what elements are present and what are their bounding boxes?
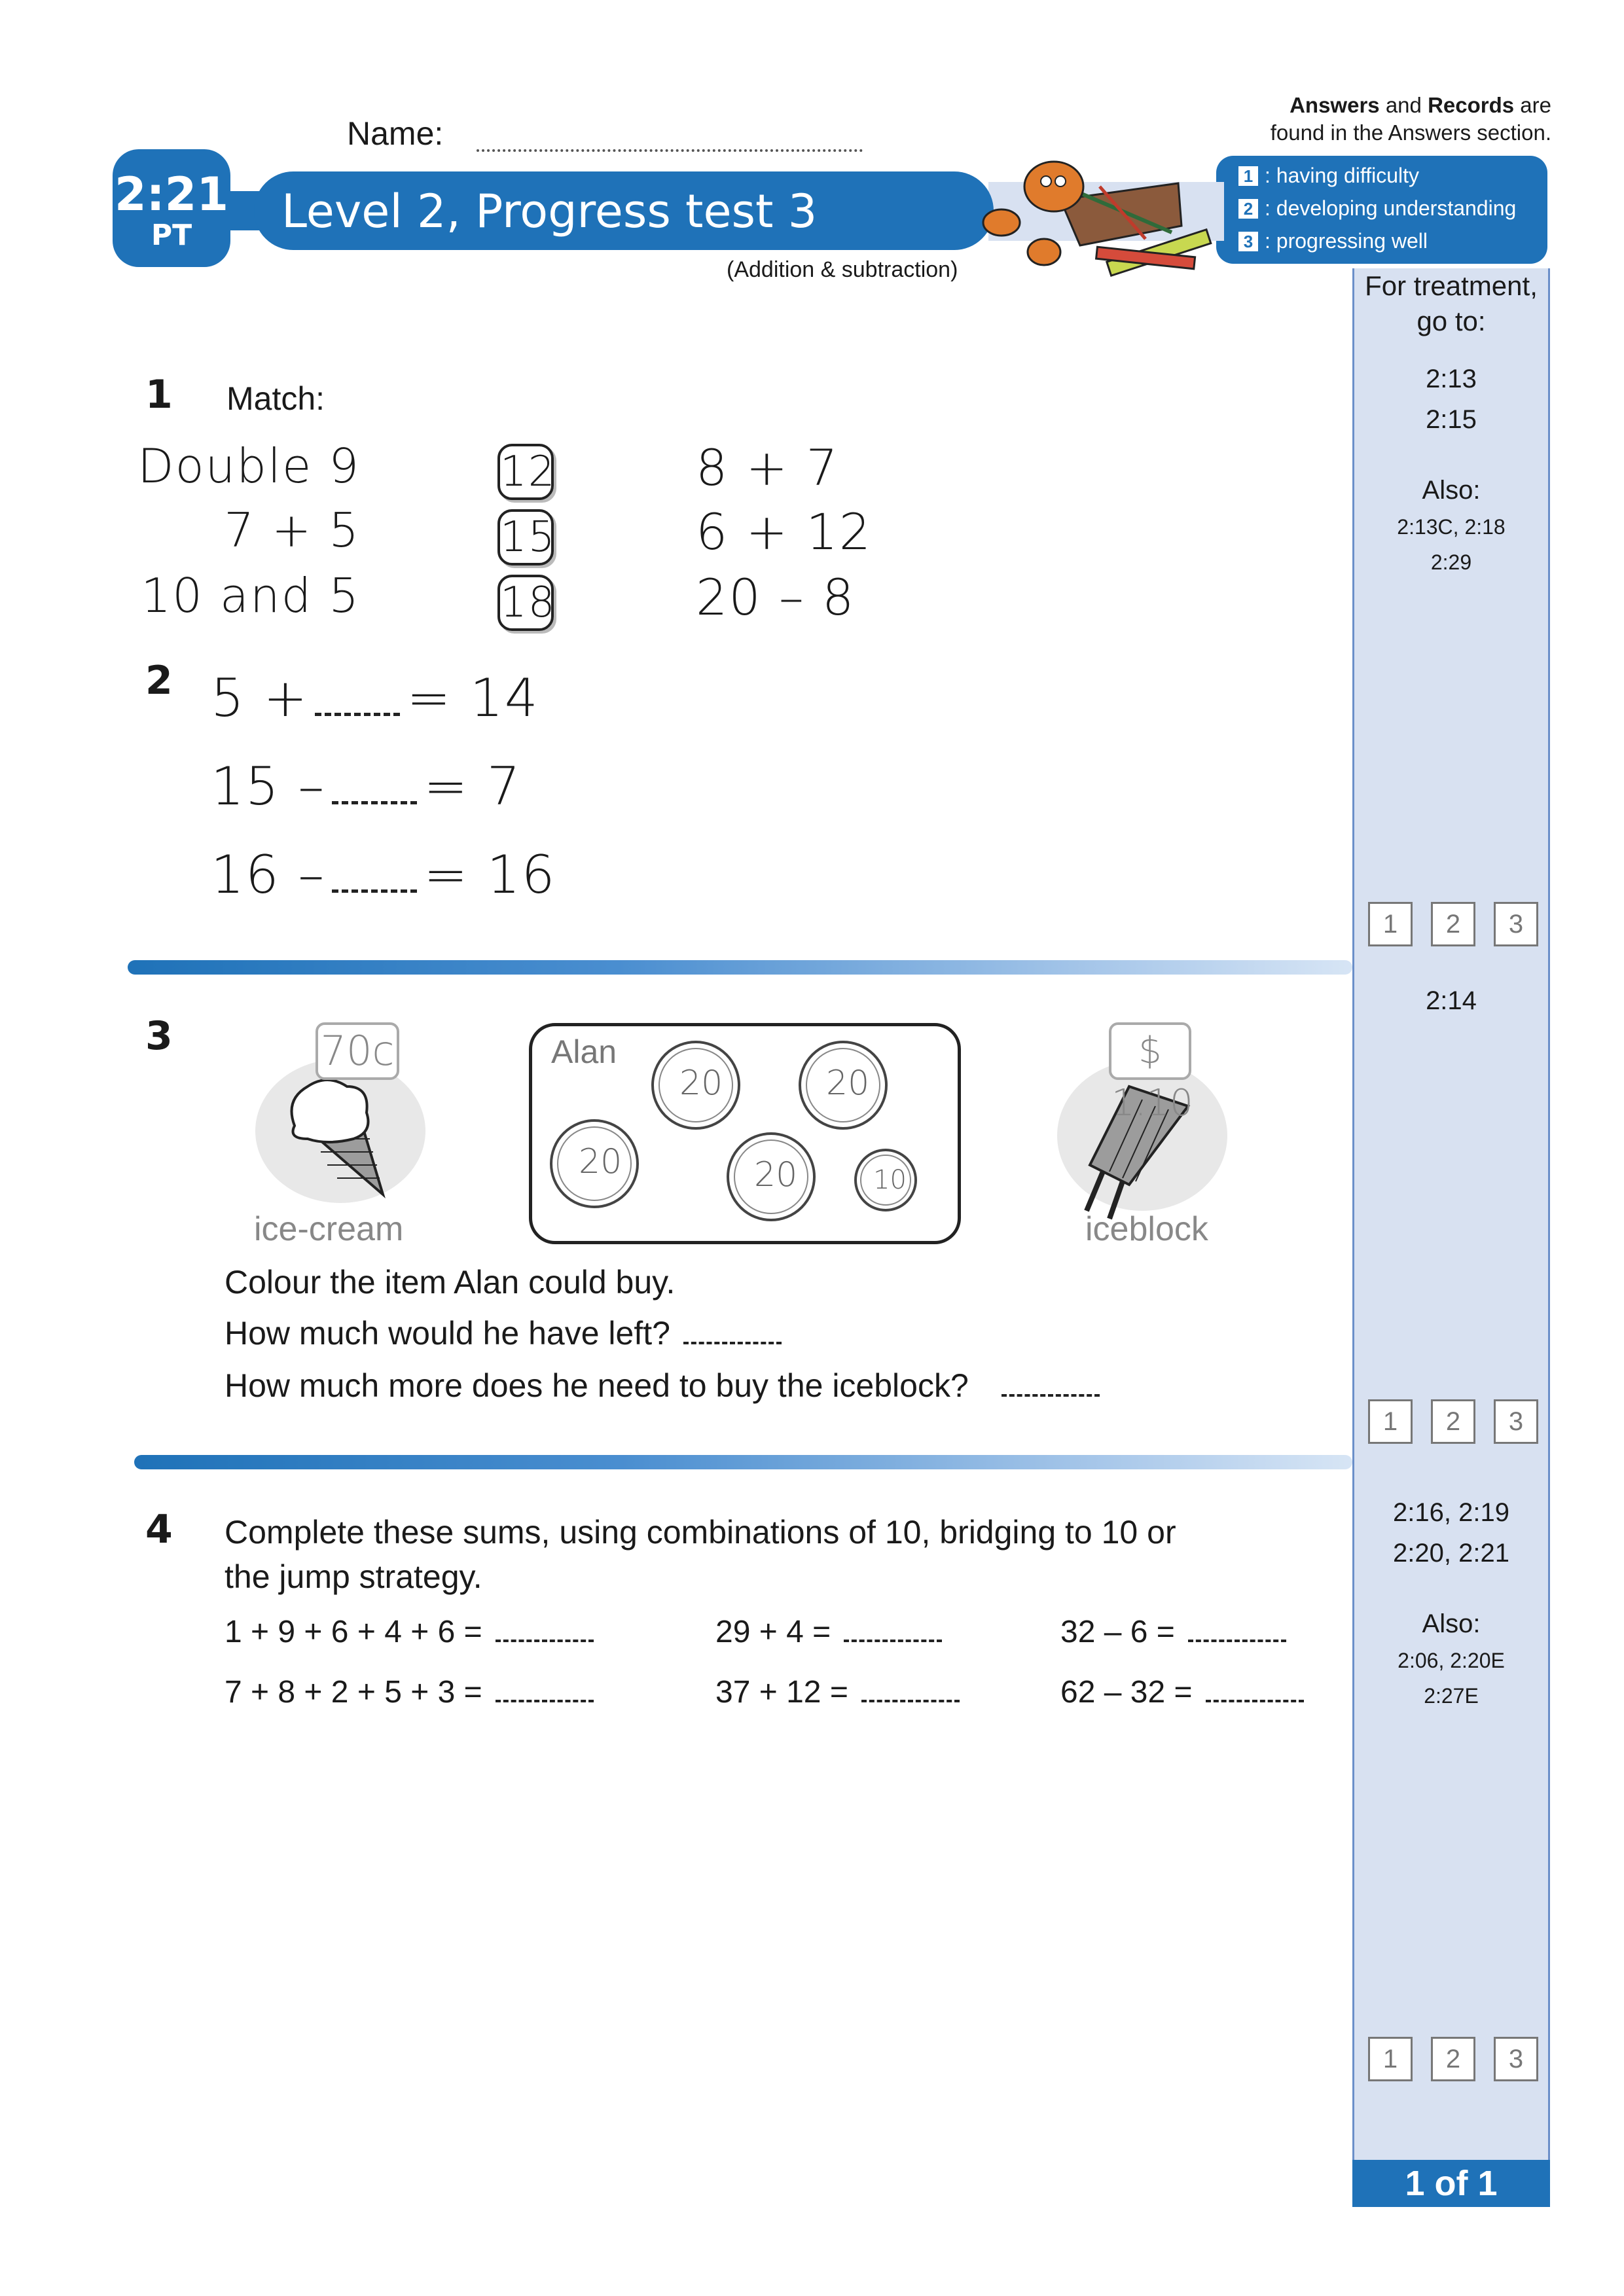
page-count: 1 of 1	[1352, 2160, 1550, 2207]
answer-blank[interactable]	[332, 795, 417, 804]
q4-prompt-line2: the jump strategy.	[225, 1558, 482, 1595]
score-box-3[interactable]: 3	[1494, 902, 1538, 946]
match-number: 12	[497, 444, 554, 500]
treatment-ref: 2:20, 2:21	[1393, 1539, 1509, 1568]
answer-blank[interactable]	[496, 1630, 594, 1642]
match-right-item: 20 – 8	[696, 568, 856, 626]
key-row-2	[1238, 196, 1516, 221]
score-box-1[interactable]: 1	[1368, 902, 1413, 946]
match-number: 18	[497, 575, 554, 631]
sum-expression: 62 – 32 =	[1060, 1675, 1193, 1710]
equation-right: = 16	[424, 844, 556, 905]
mascot-illustration	[982, 147, 1224, 278]
coin-value: 20	[754, 1155, 798, 1194]
q3-question-more	[225, 1367, 1100, 1405]
equation-left: 15 –	[211, 756, 326, 817]
coin-value: 20	[679, 1064, 723, 1103]
key-num-1: 1	[1238, 166, 1258, 186]
sum-expression: 37 + 12 =	[715, 1675, 848, 1710]
question-number: 2	[145, 658, 173, 704]
ice-cream-label: ice-cream	[254, 1210, 404, 1248]
section-divider	[128, 960, 1352, 975]
equation-right: = 7	[424, 756, 522, 817]
unit-code: 2:21	[114, 168, 229, 221]
name-field[interactable]	[477, 149, 863, 152]
treatment-heading	[1352, 268, 1550, 339]
treatment-refs-3	[1352, 1492, 1550, 1573]
key-label-1: : having difficulty	[1265, 164, 1419, 187]
name-label: Name:	[347, 115, 444, 152]
q3-question-more-text: How much more does he need to buy the iceblock?	[225, 1367, 969, 1404]
treatment-also-ref: 2:13C, 2:18	[1397, 515, 1506, 539]
treatment-also-ref: 2:06, 2:20E	[1398, 1649, 1505, 1672]
score-box-3[interactable]: 3	[1494, 2037, 1538, 2081]
match-left-item: Double 9	[137, 439, 360, 493]
match-left-item: 7 + 5	[224, 503, 360, 558]
sum-expression: 32 – 6 =	[1060, 1615, 1175, 1649]
sum-expression: 29 + 4 =	[715, 1615, 831, 1649]
sum-item	[715, 1674, 960, 1710]
treatment-ref: 2:14	[1426, 986, 1477, 1015]
treatment-heading-line1: For treatment,	[1365, 270, 1538, 301]
question-number: 3	[145, 1013, 173, 1059]
coin-value: 10	[873, 1165, 907, 1195]
sum-item	[715, 1614, 942, 1650]
score-box-1[interactable]: 1	[1368, 1399, 1413, 1444]
sum-item	[1060, 1674, 1304, 1710]
score-box-1[interactable]: 1	[1368, 2037, 1413, 2081]
answer-blank[interactable]	[315, 706, 400, 716]
equation-1	[211, 668, 539, 728]
equation-left: 16 –	[211, 844, 326, 905]
treatment-ref: 2:15	[1426, 405, 1477, 434]
treatment-refs-1	[1352, 359, 1550, 440]
treatment-also-label-1: Also:	[1422, 476, 1481, 505]
answer-blank[interactable]	[496, 1691, 594, 1702]
score-box-2[interactable]: 2	[1431, 1399, 1475, 1444]
treatment-also-ref: 2:27E	[1424, 1684, 1479, 1708]
question-number: 4	[145, 1507, 173, 1552]
treatment-also-refs-3	[1352, 1643, 1550, 1713]
alan-label: Alan	[551, 1033, 617, 1070]
match-number: 15	[497, 509, 554, 565]
progress-key	[1216, 156, 1547, 264]
question-number: 1	[145, 372, 173, 418]
answer-blank[interactable]	[861, 1691, 960, 1702]
treatment-also-ref: 2:29	[1430, 550, 1472, 574]
answers-note	[1211, 92, 1551, 147]
treatment-heading-line2: go to:	[1416, 306, 1486, 336]
unit-code-sub: PT	[151, 219, 192, 252]
key-row-3	[1238, 229, 1428, 253]
treatment-refs-2	[1352, 980, 1550, 1021]
match-right-item: 6 + 12	[696, 503, 873, 561]
sum-expression: 7 + 8 + 2 + 5 + 3 =	[225, 1675, 482, 1710]
equation-right: = 14	[406, 668, 539, 728]
treatment-ref: 2:13	[1426, 365, 1477, 393]
score-box-2[interactable]: 2	[1431, 2037, 1475, 2081]
sum-expression: 1 + 9 + 6 + 4 + 6 =	[225, 1615, 482, 1649]
q3-question-left	[225, 1314, 782, 1352]
sum-item	[225, 1674, 594, 1710]
answer-blank[interactable]	[332, 883, 417, 893]
treatment-ref: 2:16, 2:19	[1393, 1498, 1509, 1527]
answer-blank[interactable]	[683, 1333, 782, 1344]
sum-item	[225, 1614, 594, 1650]
question-prompt: Match:	[226, 380, 325, 417]
treatment-also-label-3: Also:	[1422, 1609, 1481, 1638]
answer-blank[interactable]	[1206, 1691, 1304, 1702]
sum-item	[1060, 1614, 1286, 1650]
key-num-3: 3	[1238, 232, 1258, 251]
page-title: Level 2, Progress test 3	[281, 185, 818, 238]
iceblock-price: $ 1.10	[1109, 1022, 1191, 1080]
records-word: Records	[1428, 93, 1515, 117]
and-word: and	[1385, 93, 1422, 117]
answer-blank[interactable]	[1001, 1385, 1100, 1397]
q3-question-left-text: How much would he have left?	[225, 1315, 670, 1352]
equation-left: 5 +	[211, 668, 309, 728]
score-box-2[interactable]: 2	[1431, 902, 1475, 946]
treatment-also-refs-1	[1352, 509, 1550, 580]
ice-cream-price: 70c	[316, 1022, 399, 1080]
iceblock-label: iceblock	[1085, 1210, 1208, 1248]
score-boxes-1	[1368, 902, 1538, 946]
coins-illustration	[529, 1023, 954, 1238]
score-box-3[interactable]: 3	[1494, 1399, 1538, 1444]
score-boxes-2	[1368, 1399, 1538, 1444]
coin-value: 20	[826, 1064, 870, 1103]
score-boxes-3	[1368, 2037, 1538, 2081]
answers-word: Answers	[1290, 93, 1380, 117]
answer-blank[interactable]	[1188, 1630, 1286, 1642]
answer-blank[interactable]	[844, 1630, 942, 1642]
q4-prompt-line1: Complete these sums, using combinations of 10, bridging to 10 or	[225, 1514, 1176, 1551]
key-label-2: : developing understanding	[1265, 196, 1517, 220]
key-num-2: 2	[1238, 199, 1258, 219]
section-divider	[134, 1455, 1352, 1469]
q3-instruction: Colour the item Alan could buy.	[225, 1264, 676, 1300]
are-word: are	[1520, 93, 1551, 117]
equation-3	[211, 844, 556, 905]
page-subtitle: (Addition & subtraction)	[727, 257, 958, 282]
key-row-1	[1238, 164, 1419, 188]
match-left-item: 10 and 5	[141, 568, 360, 623]
coin-value: 20	[579, 1142, 623, 1181]
equation-2	[211, 756, 522, 817]
unit-code-badge	[113, 149, 230, 267]
match-right-item: 8 + 7	[696, 439, 839, 497]
key-label-3: : progressing well	[1265, 229, 1428, 253]
answers-note-line2: found in the Answers section.	[1270, 120, 1551, 145]
